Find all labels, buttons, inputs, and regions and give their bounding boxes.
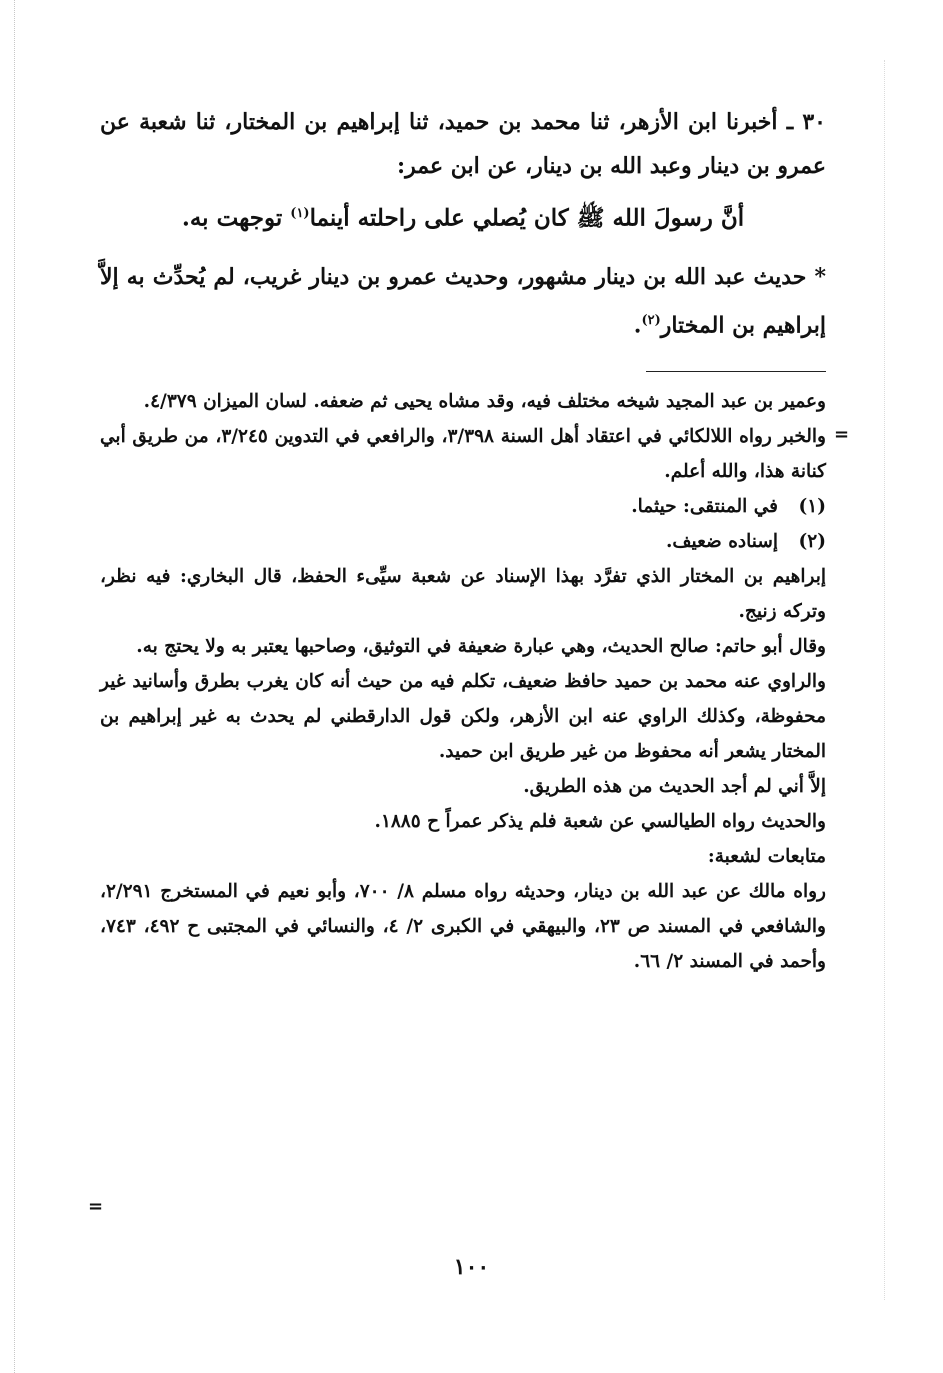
footnote-1-number: (١) (798, 495, 826, 517)
footnote-2-para-4: إلاَّ أني لم أجد الحديث من هذه الطريق. (523, 775, 826, 797)
footnote-2-para-6: رواه مالك عن عبد الله بن دينار، وحديثه رواه مسلم ٨/ ٧٠٠، وأبو نعيم في المستخرج ٢/٢٩١، والشافعي في المسند ص ٢٣، والبيهقي في الكبرى ٢/ ٤، والنسائي في المجتبى ح ٤٩٢، ٧٤٣، وأحمد في المسند ٢/ ٦٦. (100, 880, 826, 972)
hadith-number: ٣٠ ـ (786, 109, 826, 135)
matn-text: أنَّ رسولَ الله ﷺ كان يُصلي على راحلته أينما (309, 204, 745, 232)
page-number: ١٠٠ (453, 1254, 490, 1280)
continuation-mark-top: = (834, 424, 850, 445)
footnote-2-para-3: والراوي عنه محمد بن حميد حافظ ضعيف، تكلم فيه من حيث أنه كان يغرب بطرق وأسانيد غير محفوظة، وكذلك الراوي عنه ابن الأزهر، ولكن قول الدارقطني لم يحدث به غير إبراهيم بن المختار يشعر أنه محفوظ من غير طريق ابن حميد. (100, 670, 826, 762)
page-body (100, 100, 826, 979)
hadith-isnad (100, 100, 826, 188)
matn-end: توجهت به. (181, 204, 291, 232)
note-text: حديث عبد الله بن دينار مشهور، وحديث عمرو بن دينار غريب، لم يُحدِّث به إلاَّ إبراهيم بن المختار (100, 263, 826, 338)
footnote-continuation-2: والخبر رواه اللالكائي في اعتقاد أهل السنة ٣/٣٩٨، والرافعي في التدوين ٣/٢٤٥، من طريق أبي كنانة هذا، والله أعلم. (100, 425, 826, 482)
footnote-2-text: إسناده ضعيف. (665, 530, 778, 552)
scan-edge-left (14, 0, 21, 1373)
footnote-continuation-1: وعمير بن عبد المجيد شيخه مختلف فيه، وقد مشاه يحيى ثم ضعفه. لسان الميزان ٤/٣٧٩. (143, 390, 826, 412)
main-text (100, 100, 826, 347)
continuation-mark-bottom: = (88, 1196, 104, 1217)
footnote-2-para-1: إبراهيم بن المختار الذي تفرَّد بهذا الإسناد عن شعبة سيِّىء الحفظ، قال البخاري: فيه نظر، وتركه زنيج. (100, 565, 826, 622)
hadith-matn (100, 192, 826, 241)
footnote-2-para-5: والحديث رواه الطيالسي عن شعبة فلم يذكر عمراً ح ١٨٨٥. (374, 810, 826, 832)
footnote-1-text: في المنتقى: حيثما. (631, 495, 778, 517)
footnotes (100, 384, 826, 979)
scan-edge-right (880, 60, 885, 1300)
footnote-ref-2[interactable]: (٢) (641, 312, 661, 328)
footnote-1 (100, 489, 826, 524)
footnote-separator (646, 371, 826, 372)
footnote-ref-1[interactable]: (١) (290, 206, 310, 221)
star-marker: * (814, 263, 826, 290)
footnote-2-para-2: وقال أبو حاتم: صالح الحديث، وهي عبارة ضعيفة في التوثيق، وصاحبها يعتبر به ولا يحتج به. (136, 635, 826, 657)
footnote-2-number: (٢) (798, 530, 826, 552)
isnad-text: أخبرنا ابن الأزهر، ثنا محمد بن حميد، ثنا إبراهيم بن المختار، ثنا شعبة عن عمرو بن دينار وعبد الله بن دينار، عن ابن عمر: (100, 109, 826, 179)
footnote-2 (100, 524, 826, 559)
note-end: . (633, 311, 642, 338)
footnote-2-heading: متابعات لشعبة: (707, 845, 826, 867)
author-note (100, 255, 826, 347)
